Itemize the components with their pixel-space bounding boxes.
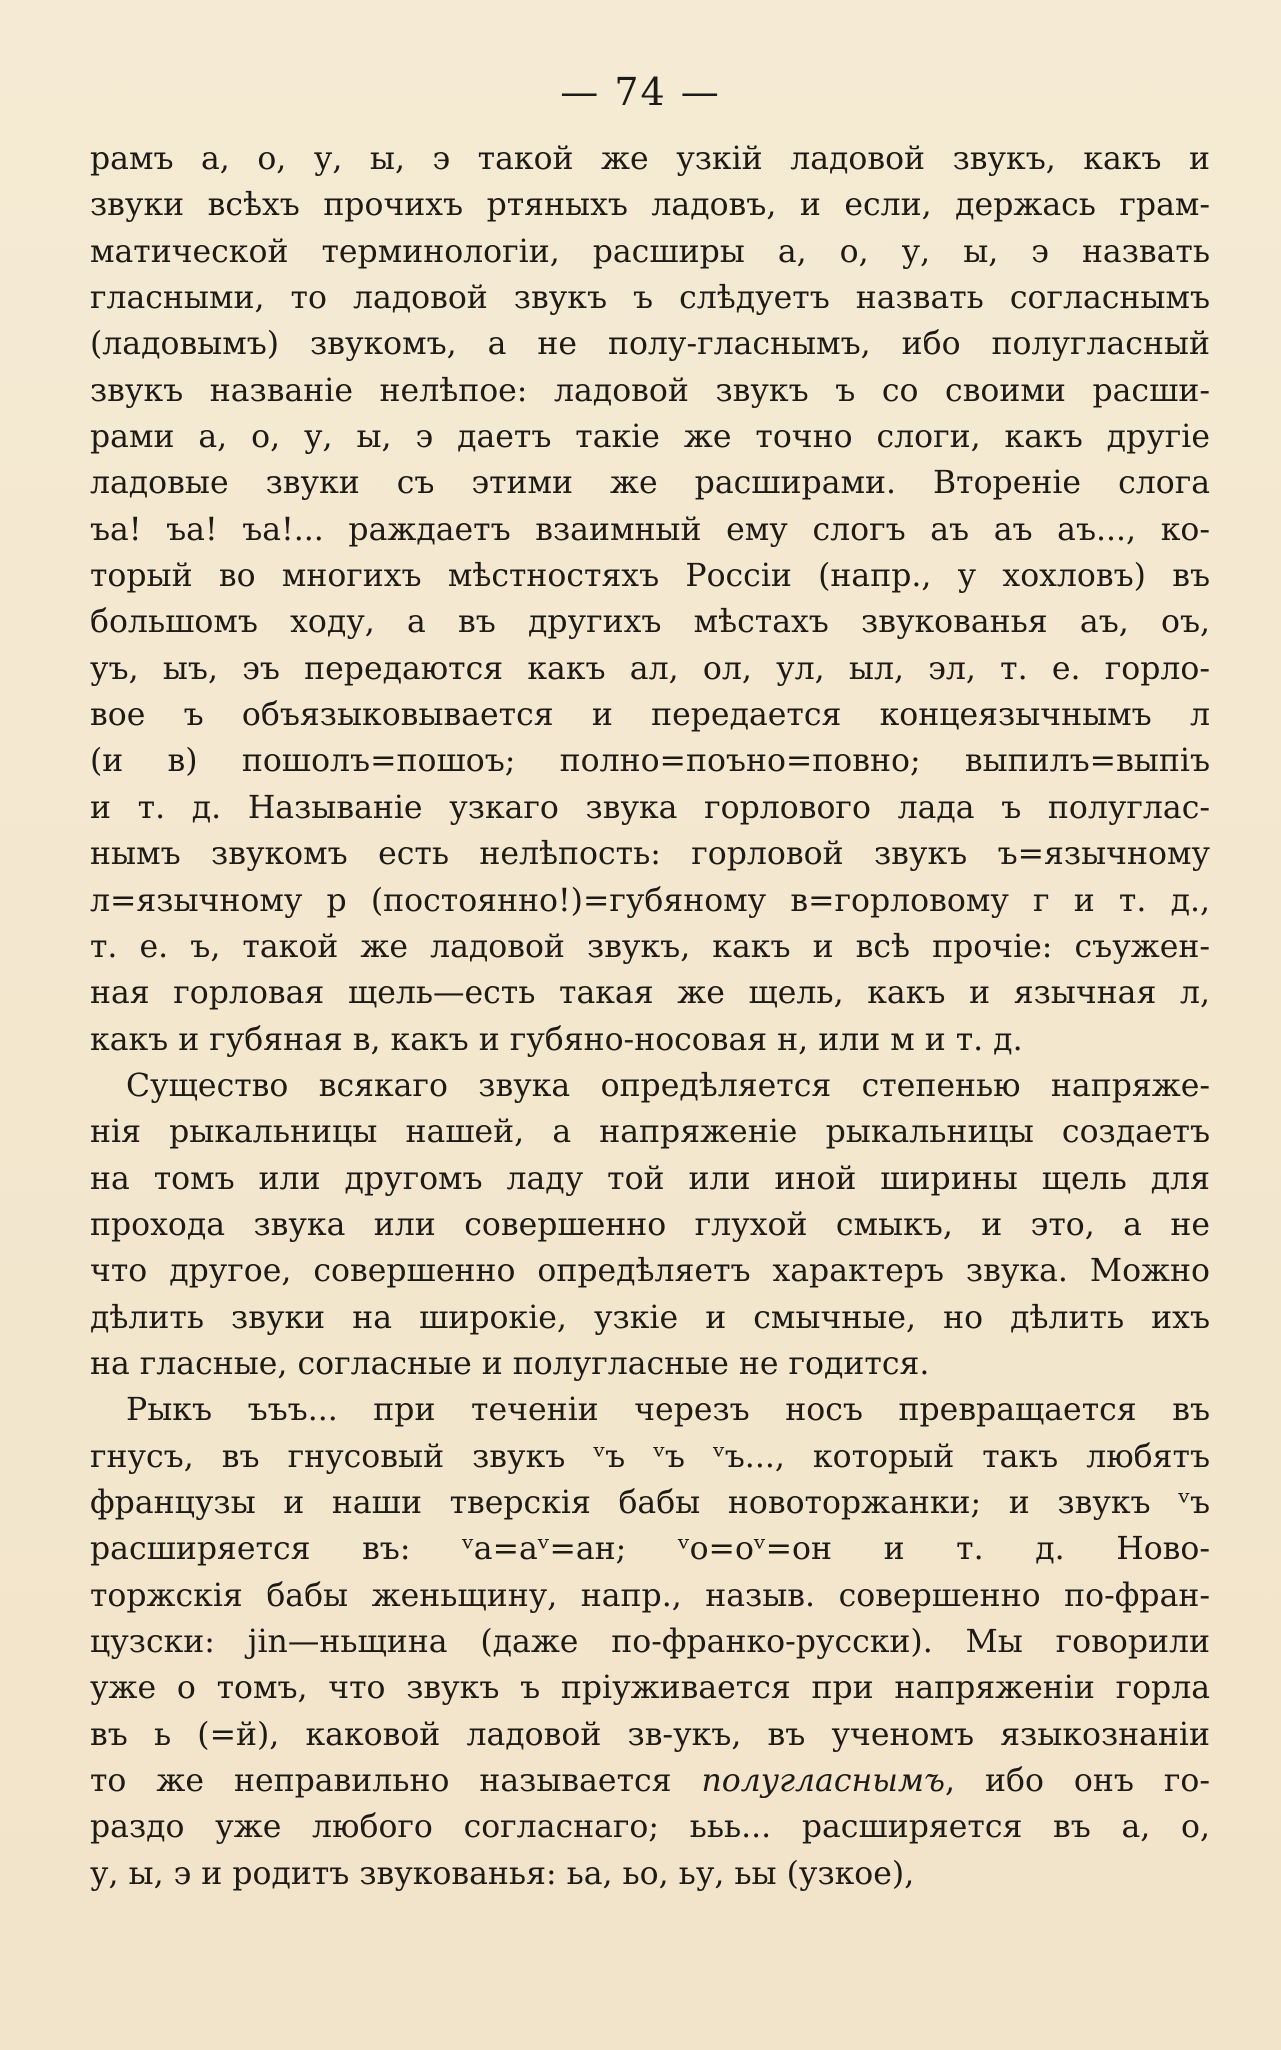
text-line: торый во многихъ мѣстностяхъ Россіи (напр., у хохловъ) въ: [90, 558, 1210, 595]
text-line: на гласные, согласные и полугласные не годится.: [90, 1345, 930, 1382]
text-line: звуки всѣхъ прочихъ ртяныхъ ладовъ, и если, держась грам-: [90, 187, 1210, 224]
text-line: то же неправильно называется полугласнымъ, ибо онъ го-: [90, 1763, 1210, 1800]
text-line: рамъ а, о, у, ы, э такой же узкій ладовой звукъ, какъ и: [90, 141, 1210, 177]
text-line: звукъ названіе нелѣпое: ладовой звукъ ъ со своими расши-: [90, 372, 1210, 409]
paragraph: [90, 1063, 1210, 1387]
text-line: французы и наши тверскія бабы новоторжанки; и звукъ ᵛъ: [90, 1484, 1210, 1521]
text-line: въ ь (=й), каковой ладовой зв-укъ, въ ученомъ языкознаніи: [90, 1716, 1210, 1753]
text-line: т. е. ъ, такой же ладовой звукъ, какъ и всѣ прочіе: съужен-: [90, 928, 1210, 965]
paragraph: [90, 136, 1210, 1063]
text-line: раздо уже любого согласнаго; ььь... расширяется въ а, о,: [90, 1809, 1210, 1846]
text-line: Рыкъ ъъъ... при теченіи черезъ носъ превращается въ: [126, 1392, 1210, 1429]
text-line: (ладовымъ) звукомъ, а не полу-гласнымъ, ибо полугласный: [90, 326, 1210, 363]
body-text: [90, 136, 1210, 1897]
text-line: большомъ ходу, а въ другихъ мѣстахъ звукованья аъ, оъ,: [90, 604, 1210, 641]
text-line: вое ъ объязыковывается и передается концеязычнымъ л: [90, 697, 1210, 734]
text-line: нымъ звукомъ есть нелѣпость: горловой звукъ ъ=язычному: [90, 836, 1210, 873]
text-line: уже о томъ, что звукъ ъ пріуживается при напряженіи горла: [90, 1670, 1210, 1707]
text-line: л=язычному р (постоянно!)=губяному в=горловому г и т. д.,: [90, 882, 1210, 919]
text-line: торжскія бабы женьщину, напр., назыв. совершенно по-фран-: [90, 1577, 1210, 1614]
text-line: нія рыкальницы нашей, а напряженіе рыкальницы создаетъ: [90, 1114, 1210, 1151]
page-number: — 74 —: [560, 70, 721, 114]
text-line: дѣлить звуки на широкіе, узкіе и смычные, но дѣлить ихъ: [90, 1299, 1210, 1336]
text-line: и т. д. Называніе узкаго звука горлового лада ъ полуглас-: [90, 789, 1210, 826]
text-line: на томъ или другомъ ладу той или иной ширины щель для: [90, 1160, 1210, 1197]
text-line: ладовые звуки съ этими же расширами. Втореніе слога: [90, 465, 1210, 502]
text-line: расширяется въ: ᵛа=аᵛ=ан; ᵛо=оᵛ=он и т. д. Ново-: [90, 1531, 1210, 1568]
text-line: что другое, совершенно опредѣляетъ характеръ звука. Можно: [90, 1253, 1210, 1290]
text-line: матической терминологіи, расширы а, о, у, ы, э назвать: [90, 233, 1210, 270]
text-line: цузски: jin—ньщина (даже по-франко-русски). Мы говорили: [90, 1624, 1210, 1660]
text-line: ная горловая щель—есть такая же щель, какъ и язычная л,: [90, 975, 1210, 1012]
text-line: рами а, о, у, ы, э даетъ такіе же точно слоги, какъ другіе: [90, 419, 1210, 456]
text-line: (и в) пошолъ=пошоъ; полно=поъно=повно; выпилъ=выпіъ: [90, 743, 1210, 780]
text-line: у, ы, э и родитъ звукованья: ьа, ьо, ьу, ьы (узкое),: [90, 1855, 915, 1892]
text-line: какъ и губяная в, какъ и губяно-носовая н, или м и т. д.: [90, 1021, 1023, 1058]
paragraph: [90, 1387, 1210, 1897]
text-line: ъа! ъа! ъа!... раждаетъ взаимный ему слогъ аъ аъ аъ..., ко-: [90, 511, 1210, 548]
text-line: гласными, то ладовой звукъ ъ слѣдуетъ назвать согласнымъ: [90, 280, 1210, 317]
text-line: гнусъ, въ гнусовый звукъ ᵛъ ᵛъ ᵛъ..., который такъ любятъ: [90, 1438, 1210, 1475]
text-line: уъ, ыъ, эъ передаются какъ ал, ол, ул, ыл, эл, т. е. горло-: [90, 650, 1210, 687]
text-line: прохода звука или совершенно глухой смыкъ, и это, а не: [90, 1206, 1210, 1243]
text-line: Существо всякаго звука опредѣляется степенью напряже-: [126, 1067, 1210, 1104]
